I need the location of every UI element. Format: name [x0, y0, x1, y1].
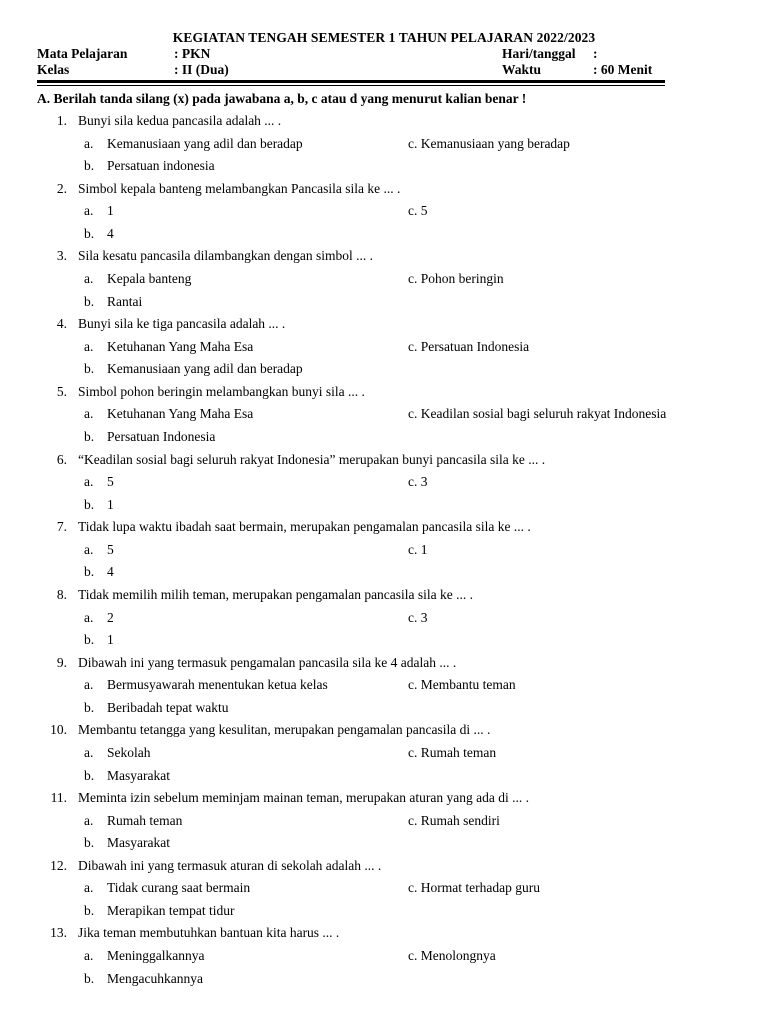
exam-title: KEGIATAN TENGAH SEMESTER 1 TAHUN PELAJARAN 2022/2023 — [172, 30, 596, 45]
option-letter: a. — [84, 338, 94, 354]
option-text: Masyarakat — [107, 835, 170, 851]
option-c[interactable] — [408, 745, 496, 761]
option-text: Persatuan Indonesia — [107, 429, 216, 444]
option-letter: a. — [84, 812, 94, 828]
option-text: 2 — [107, 609, 114, 625]
option-c[interactable] — [408, 339, 529, 355]
question-number: 1. — [56, 113, 67, 128]
question-7 — [0, 519, 768, 537]
question-number: 8. — [56, 586, 67, 602]
question-number: 3. — [56, 248, 67, 264]
question-1 — [0, 113, 768, 131]
option-letter: a. — [84, 609, 94, 625]
question-2 — [0, 181, 768, 199]
section-a-instruction: A. Berilah tanda silang (x) pada jawabana a, b, c atau d yang menurut kalian benar ! — [37, 91, 527, 106]
question-11 — [0, 790, 768, 808]
option-text: c. 3 — [408, 474, 428, 490]
option-text: Meninggalkannya — [107, 948, 205, 963]
date-label: Hari/tanggal — [502, 46, 576, 61]
option-text: Beribadah tepat waktu — [107, 699, 229, 715]
option-c[interactable] — [408, 677, 516, 693]
option-letter: a. — [84, 744, 94, 760]
option-c[interactable] — [408, 880, 540, 896]
question-number: 11. — [50, 790, 67, 805]
question-13 — [0, 925, 768, 943]
option-text: Bermusyawarah menentukan ketua kelas — [107, 677, 328, 693]
question-text: Membantu tetangga yang kesulitan, merupakan pengamalan pancasila di ... . — [78, 722, 491, 738]
option-letter: b. — [84, 835, 95, 851]
question-text: Dibawah ini yang termasuk pengamalan pancasila sila ke 4 adalah ... . — [78, 654, 457, 670]
option-text: c. Rumah sendiri — [408, 812, 500, 828]
option-text: 5 — [107, 474, 114, 490]
option-text: Tidak curang saat bermain — [107, 880, 251, 896]
time-value: : 60 Menit — [593, 62, 653, 77]
option-text: c. Pohon beringin — [408, 271, 504, 286]
question-text: Jika teman membutuhkan bantuan kita harus ... . — [78, 925, 340, 941]
question-text: Bunyi sila kedua pancasila adalah ... . — [78, 113, 282, 128]
option-text: 1 — [107, 496, 114, 512]
question-text: Bunyi sila ke tiga pancasila adalah ... . — [78, 316, 286, 332]
option-text: Sekolah — [107, 744, 151, 760]
option-text: c. 3 — [408, 609, 428, 625]
option-letter: b. — [84, 699, 95, 715]
option-text: Persatuan indonesia — [107, 158, 215, 174]
question-text: “Keadilan sosial bagi seluruh rakyat Indonesia” merupakan bunyi pancasila sila ke ... . — [78, 451, 546, 467]
option-letter: b. — [84, 158, 95, 174]
question-text: Simbol kepala banteng melambangkan Pancasila sila ke ... . — [78, 180, 401, 196]
question-3 — [0, 248, 768, 266]
option-c[interactable] — [408, 406, 666, 422]
option-letter: b. — [84, 970, 95, 986]
question-number: 10. — [50, 722, 67, 738]
option-text: 4 — [107, 225, 114, 241]
option-letter: b. — [84, 632, 95, 648]
question-5 — [0, 384, 768, 402]
question-number: 12. — [50, 857, 67, 873]
question-4 — [0, 316, 768, 334]
option-text: c. Menolongnya — [408, 948, 496, 963]
option-c[interactable] — [408, 136, 570, 152]
option-letter: b. — [84, 225, 95, 241]
option-letter: a. — [84, 271, 94, 286]
option-letter: b. — [84, 564, 95, 580]
question-number: 5. — [56, 383, 67, 399]
question-12 — [0, 858, 768, 876]
option-text: Ketuhanan Yang Maha Esa — [107, 338, 254, 354]
option-letter: b. — [84, 767, 95, 783]
option-text: 1 — [107, 632, 114, 648]
subject-label: Mata Pelajaran — [37, 46, 128, 61]
option-text: Kemanusiaan yang adil dan beradap — [107, 361, 303, 377]
option-text: Merapikan tempat tidur — [107, 902, 235, 918]
option-letter: b. — [84, 902, 95, 918]
option-letter: b. — [84, 429, 95, 444]
option-text: Mengacuhkannya — [107, 970, 203, 986]
time-label: Waktu — [502, 62, 542, 77]
option-text: c. Membantu teman — [408, 677, 516, 693]
option-c[interactable] — [408, 271, 504, 287]
option-letter: b. — [84, 293, 95, 309]
question-text: Meminta izin sebelum meminjam mainan teman, merupakan aturan yang ada di ... . — [78, 790, 529, 805]
option-text: c. Kemanusiaan yang beradap — [408, 135, 570, 151]
option-text: Rantai — [107, 293, 143, 309]
option-c[interactable] — [408, 203, 428, 219]
class-label: Kelas — [37, 62, 70, 77]
header-divider-thin — [37, 85, 665, 86]
question-10 — [0, 722, 768, 740]
option-text: 5 — [107, 541, 114, 557]
option-c[interactable] — [408, 542, 428, 558]
option-text: c. 5 — [408, 203, 428, 219]
question-text: Simbol pohon beringin melambangkan bunyi sila ... . — [78, 383, 365, 399]
option-c[interactable] — [408, 610, 428, 626]
question-text: Dibawah ini yang termasuk aturan di sekolah adalah ... . — [78, 857, 382, 873]
option-text: Ketuhanan Yang Maha Esa — [107, 406, 254, 422]
option-text: Rumah teman — [107, 812, 183, 828]
option-letter: a. — [84, 203, 94, 219]
option-letter: b. — [84, 496, 95, 512]
option-letter: a. — [84, 406, 94, 422]
option-text: c. Hormat terhadap guru — [408, 880, 540, 896]
question-9 — [0, 655, 768, 673]
question-8 — [0, 587, 768, 605]
option-letter: a. — [84, 474, 94, 490]
question-number: 9. — [56, 654, 67, 670]
option-text: c. Rumah teman — [408, 744, 497, 760]
option-text: Kemanusiaan yang adil dan beradap — [107, 135, 303, 151]
question-number: 13. — [50, 925, 67, 941]
question-text: Sila kesatu pancasila dilambangkan dengan simbol ... . — [78, 248, 374, 264]
option-text: 4 — [107, 564, 114, 580]
question-number: 4. — [56, 316, 67, 332]
option-letter: a. — [84, 948, 94, 963]
subject-value: : PKN — [174, 46, 211, 61]
header-divider-thick — [37, 80, 665, 83]
question-number: 6. — [56, 451, 67, 467]
question-text: Tidak memilih milih teman, merupakan pengamalan pancasila sila ke ... . — [78, 586, 474, 602]
option-text: c. Keadilan sosial bagi seluruh rakyat Indonesia — [408, 406, 667, 422]
option-letter: b. — [84, 361, 95, 377]
option-text: c. Persatuan Indonesia — [408, 338, 530, 354]
option-c[interactable] — [408, 813, 500, 829]
option-letter: a. — [84, 880, 94, 896]
class-value: : II (Dua) — [174, 62, 229, 77]
option-letter: a. — [84, 135, 94, 151]
option-text: Masyarakat — [107, 767, 170, 783]
option-letter: a. — [84, 677, 94, 693]
question-number: 2. — [56, 180, 67, 196]
question-6 — [0, 452, 768, 470]
option-c[interactable] — [408, 948, 496, 964]
option-c[interactable] — [408, 474, 428, 490]
question-text: Tidak lupa waktu ibadah saat bermain, merupakan pengamalan pancasila sila ke ... . — [78, 519, 531, 535]
option-text: 1 — [107, 203, 114, 219]
date-value: : — [593, 46, 598, 61]
option-text: c. 1 — [408, 541, 428, 557]
question-number: 7. — [56, 519, 67, 535]
option-letter: a. — [84, 541, 94, 557]
option-text: Kepala banteng — [107, 271, 192, 286]
